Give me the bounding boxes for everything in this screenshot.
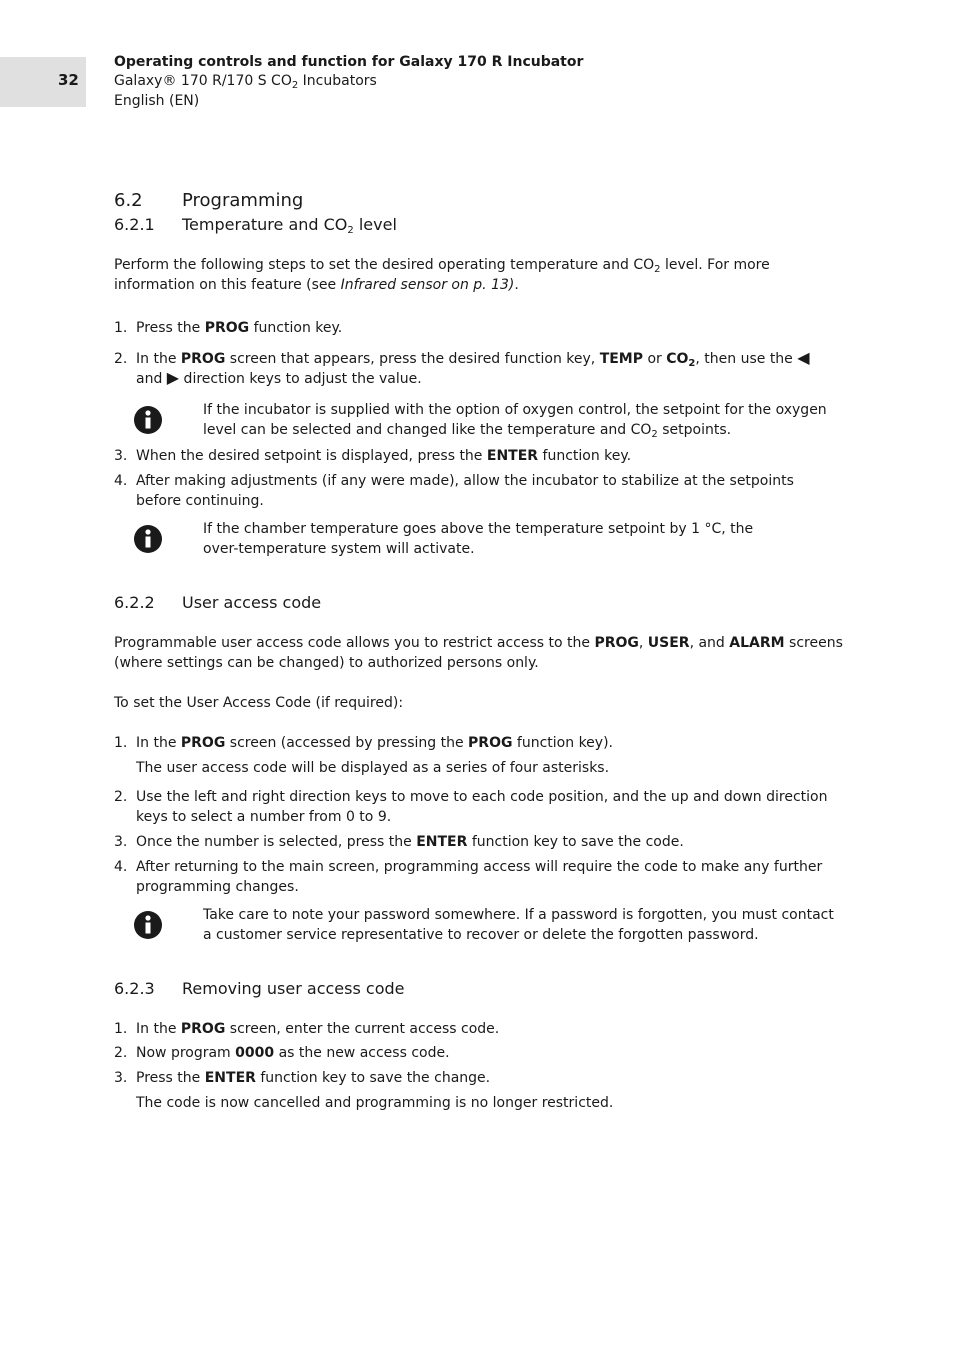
page-number: 32 — [58, 71, 79, 89]
left-arrow-icon: ◀ — [797, 348, 810, 367]
document-subtitle: Galaxy® 170 R/170 S $CO_2$ Incubators — [114, 73, 377, 91]
list-item: 3. Once the number is selected, press the ENTER function key to save the code. — [114, 834, 684, 850]
list-item: 2. In the PROG screen that appears, press the desired function key, TEMP or $CO_2$, then use the ◀ and ▶ direction keys to adjust the value. — [114, 348, 810, 387]
subsection-number: 6.2.2 — [114, 593, 155, 612]
list-item: 3. When the desired setpoint is displayed, press the ENTER function key. — [114, 448, 632, 464]
list-item: 1. In the PROG screen, enter the current access code. — [114, 1021, 500, 1037]
section-number: 6.2 — [114, 190, 143, 211]
section-title: Programming — [182, 190, 304, 211]
info-icon — [133, 405, 163, 435]
intro-paragraph: Perform the following steps to set the desired operating temperature and $CO_2$ level. For more information on this feature (see Infrared sensor on p. 13). — [114, 257, 770, 293]
info-icon — [133, 910, 163, 940]
list-item: 2. Now program 0000 as the new access code. — [114, 1045, 450, 1061]
document-title: Operating controls and function for Galaxy 170 R Incubator — [114, 54, 584, 70]
note-text: Take care to note your password somewhere. If a password is forgotten, you must contact a customer service representative to recover or delete the forgotten password. — [203, 907, 834, 943]
list-item: 2. Use the left and right direction keys to move to each code position, and the up and down direction keys to select a number from 0 to 9. — [114, 789, 828, 825]
document-language: English (EN) — [114, 93, 200, 109]
list-item: 1. In the PROG screen (accessed by pressing the PROG function key). The user access code will be displayed as a series of four asterisks. — [114, 733, 840, 778]
right-arrow-icon: ▶ — [166, 368, 180, 387]
subsection-title: Removing user access code — [182, 979, 405, 998]
subsection-title: User access code — [182, 593, 322, 612]
note-text: If the incubator is supplied with the option of oxygen control, the setpoint for the oxygen level can be selected and changed like the temperature and $CO_2$ setpoints. — [203, 402, 827, 440]
note-text: If the chamber temperature goes above the temperature setpoint by 1 °C, the over-temperature system will activate. — [203, 521, 754, 557]
step-result: The user access code will be displayed as a series of four asterisks. — [136, 760, 610, 776]
list-item: 4. After returning to the main screen, programming access will require the code to make any further programming changes. — [114, 859, 823, 895]
subsection-number: 6.2.3 — [114, 979, 155, 998]
cross-reference-link[interactable]: Infrared sensor on p. 13) — [340, 277, 515, 293]
lead-paragraph: To set the User Access Code (if required): — [114, 695, 404, 711]
step-result: The code is now cancelled and programming is no longer restricted. — [136, 1095, 614, 1111]
intro-paragraph: Programmable user access code allows you to restrict access to the PROG, USER, and ALARM screens (where settings can be changed) to authorized persons only. — [114, 635, 843, 671]
subsection-number: 6.2.1 — [114, 215, 155, 234]
subsection-title: Temperature and $CO_2$ level — [182, 215, 397, 236]
list-item: 4. After making adjustments (if any were made), allow the incubator to stabilize at the setpoints before continuing. — [114, 473, 794, 509]
info-icon — [133, 524, 163, 554]
list-item: 1. Press the PROG function key. — [114, 320, 343, 336]
list-item: 3. Press the ENTER function key to save the change. The code is now cancelled and programming is no longer restricted. — [114, 1068, 840, 1113]
